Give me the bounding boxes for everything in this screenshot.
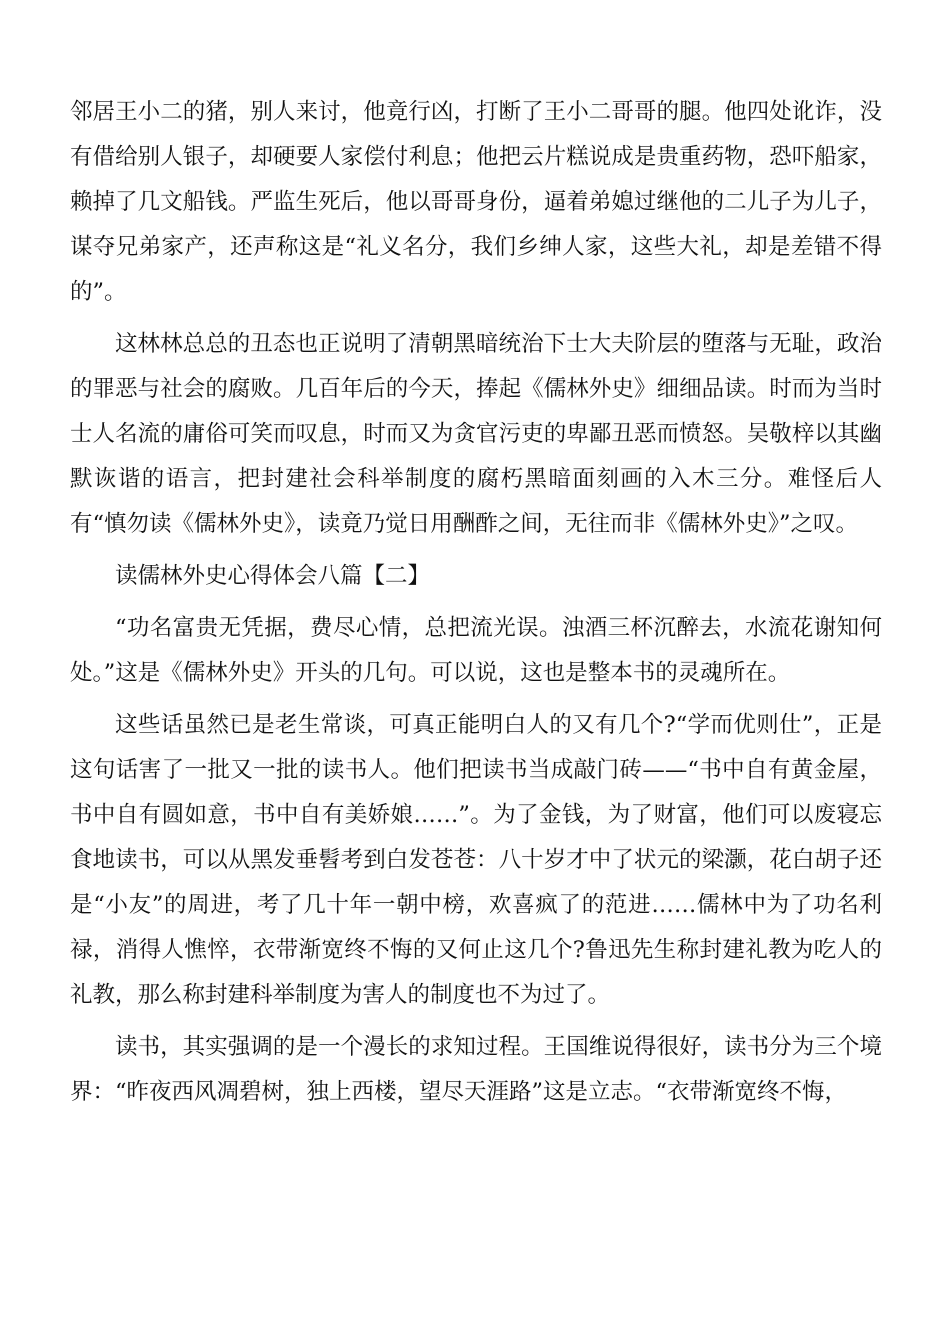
paragraph: 这林林总总的丑态也正说明了清朝黑暗统治下士大夫阶层的堕落与无耻，政治的罪恶与社会的腐败。几百年后的今天，捧起《儒林外史》细细品读。时而为当时士人名流的庸俗可笑而叹息，时而又为贪官污吏的卑鄙丑恶而愤怒。吴敬梓以其幽默诙谐的语言，把封建社会科举制度的腐朽黑暗面刻画的入木三分。难怪后人有“慎勿读《儒林外史》，读竟乃觉日用酬酢之间，无往而非《儒林外史》”之叹。 xyxy=(70,331,882,537)
paragraph: 读书，其实强调的是一个漫长的求知过程。王国维说得很好，读书分为三个境界：“昨夜西风凋碧树，独上西楼，望尽天涯路”这是立志。“衣带渐宽终不悔， xyxy=(70,1034,882,1105)
paragraph: 这些话虽然已是老生常谈，可真正能明白人的又有几个?“学而优则仕”，正是这句话害了一批又一批的读书人。他们把读书当成敲门砖——“书中自有黄金屋，书中自有圆如意，书中自有美娇娘……”。为了金钱，为了财富，他们可以废寝忘食地读书，可以从黑发垂髫考到白发苍苍：八十岁才中了状元的梁灏，花白胡子还是“小友”的周进，考了几十年一朝中榜，欢喜疯了的范进……儒林中为了功名利禄，消得人憔悴，衣带渐宽终不悔的又何止这几个?鲁迅先生称封建礼教为吃人的礼教，那么称封建科举制度为害人的制度也不为过了。 xyxy=(70,712,882,1008)
document-page xyxy=(70,90,882,1122)
section-heading: 读儒林外史心得体会八篇【二】 xyxy=(115,563,431,589)
paragraph: “功名富贵无凭据，费尽心情，总把流光误。浊酒三杯沉醉去，水流花谢知何处。”这是《儒林外史》开头的几句。可以说，这也是整本书的灵魂所在。 xyxy=(70,615,882,686)
paragraph-continued: 邻居王小二的猪，别人来讨，他竟行凶，打断了王小二哥哥的腿。他四处讹诈，没有借给别人银子，却硬要人家偿付利息；他把云片糕说成是贵重药物，恐吓船家，赖掉了几文船钱。严监生死后，他以哥哥身份，逼着弟媳过继他的二儿子为儿子，谋夺兄弟家产，还声称这是“礼义名分，我们乡绅人家，这些大礼，却是差错不得的”。 xyxy=(70,99,882,305)
